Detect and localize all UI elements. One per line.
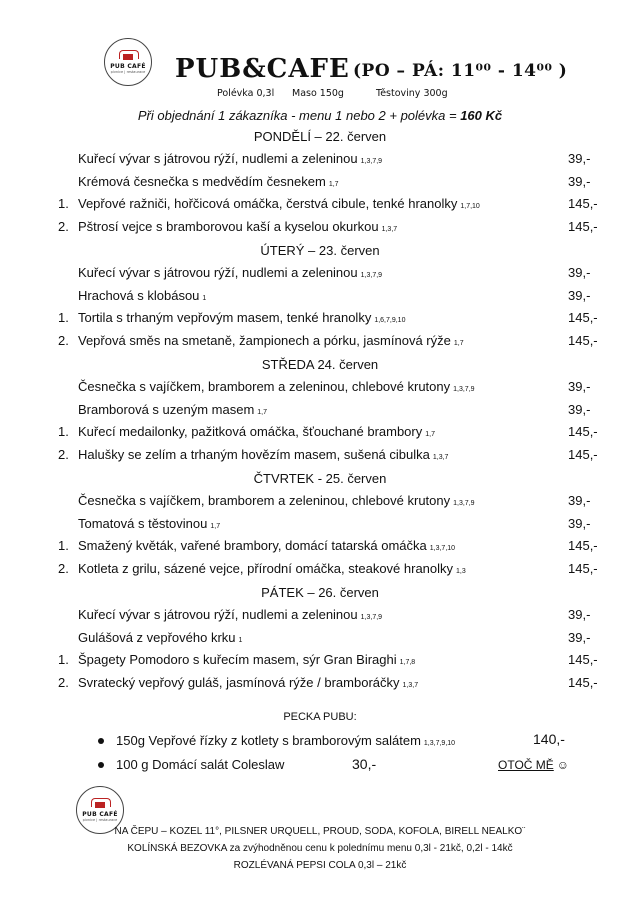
menu-item-name-wrap: [78, 675, 418, 690]
menu-item-number: 1.: [58, 538, 69, 553]
menu-item-price: 39,-: [568, 265, 591, 280]
pecka-item-1-allergens: 1,3,7,9,10: [423, 740, 456, 747]
menu-item-price: 39,-: [568, 173, 591, 189]
logo-subtext: pivnice | restaurace: [82, 818, 118, 822]
pub-cafe-logo: [104, 38, 152, 86]
menu-item: [0, 151, 640, 173]
menu-item: [0, 675, 640, 697]
menu-item-allergens: 1,7,10: [460, 203, 480, 210]
footer-line-3: ROZLÉVANÁ PEPSI COLA 0,3l – 21kč: [233, 860, 407, 871]
footer-line-1: NA ČEPU – KOZEL 11°, PILSNER URQUELL, PROUD, SODA, KOFOLA, BIRELL NEALKO¨: [114, 826, 526, 837]
menu-item-name: Gulášová z vepřového krku: [78, 629, 236, 645]
menu-item-name-wrap: [78, 424, 435, 439]
menu-item-price: 145,-: [568, 446, 598, 462]
menu-item: [0, 402, 640, 424]
day-title: STŘEDA 24. červen: [261, 357, 379, 372]
menu-item-price: 39,-: [568, 151, 591, 166]
offer-text: Při objednání 1 zákazníka - menu 1 nebo 2 + polévka =: [137, 108, 461, 123]
menu-item-allergens: 1,3: [456, 567, 466, 575]
menu-item-name: Bramborová s uzeným masem: [78, 401, 255, 417]
menu-item-name: Halušky se zelím a trhaným hovězím masem, sušená cibulka: [78, 446, 430, 462]
menu-item-allergens: 1,7: [328, 180, 339, 188]
menu-item-name-wrap: [78, 174, 339, 189]
logo-text: PUB CAFÉ: [110, 63, 146, 70]
menu-item-price: 39,-: [568, 379, 591, 394]
menu-item-name-wrap: [78, 538, 455, 553]
turn-over-text: OTOČ MĚ: [498, 758, 554, 772]
turn-over-note: [498, 758, 569, 772]
menu-item-price: 145,-: [568, 538, 598, 553]
menu-item-name: Tomatová s těstovinou: [78, 515, 208, 531]
menu-item-name-wrap: [78, 493, 475, 508]
menu-item-allergens: 1,3,7,9: [360, 158, 383, 165]
menu-item-name-wrap: [78, 333, 464, 348]
menu-item-price: 145,-: [568, 310, 598, 325]
menu-item-allergens: 1: [238, 636, 243, 644]
pecka-item-1-price: 140,-: [533, 731, 565, 747]
menu-item-name-wrap: [78, 310, 405, 325]
bullet-icon: [98, 738, 104, 744]
menu-item-name: Hrachová s klobásou: [78, 287, 200, 303]
menu-item: [0, 288, 640, 310]
menu-item-allergens: 1,3,7,9: [360, 614, 383, 621]
footer-line-2: KOLÍNSKÁ BEZOVKA za zvýhodněnou cenu k polednímu menu 0,3l - 21kč, 0,2l - 14kč: [127, 843, 513, 854]
smile-icon: ☺: [556, 758, 570, 772]
menu-item-allergens: 1: [202, 294, 207, 302]
menu-item-name-wrap: [78, 379, 475, 394]
menu-item-name-wrap: [78, 561, 466, 576]
menu-item-name-wrap: [78, 288, 206, 303]
menu-item: [0, 219, 640, 241]
menu-item-price: 145,-: [568, 652, 598, 667]
menu-item: [0, 196, 640, 218]
title-row: [175, 54, 575, 88]
menu-item-number: 2.: [58, 674, 69, 690]
menu-item-number: 2.: [58, 560, 69, 576]
logo-roof-icon: [89, 798, 111, 810]
menu-item-name: Pštrosí vejce s bramborovou kaší a kyselou okurkou: [78, 218, 379, 234]
menu-item-name: Česnečka s vajíčkem, bramborem a zeleninou, chlebové krutony: [78, 493, 451, 508]
day-title: PÁTEK – 26. červen: [261, 585, 379, 600]
menu-item-name-wrap: [78, 196, 480, 211]
pecka-item-1: [116, 733, 455, 748]
menu-item-name: Tortila s trhaným vepřovým masem, tenké hranolky: [78, 310, 372, 325]
menu-item-name: Krémová česnečka s medvědím česnekem: [78, 173, 326, 189]
menu-item: [0, 493, 640, 515]
menu-item: [0, 538, 640, 560]
pasta-size: Těstoviny 300g: [376, 88, 448, 99]
menu-item-price: 39,-: [568, 401, 591, 417]
menu-item: [0, 652, 640, 674]
pecka-item-1-name: 150g Vepřové řízky z kotlety s bramborovým salátem: [116, 733, 421, 748]
menu-item-name: Smažený květák, vařené brambory, domácí tatarská omáčka: [78, 538, 427, 553]
day-title: ČTVRTEK - 25. červen: [253, 471, 387, 486]
menu-offer: [0, 108, 640, 123]
menu-item-name-wrap: [78, 447, 448, 462]
menu-item-name-wrap: [78, 265, 382, 280]
menu-item-price: 39,-: [568, 515, 591, 531]
menu-item-name-wrap: [78, 630, 242, 645]
menu-item-price: 145,-: [568, 560, 598, 576]
menu-item-allergens: 1,3,7,9: [453, 386, 475, 393]
menu-item-number: 1.: [58, 196, 69, 211]
menu-item: [0, 333, 640, 355]
menu-item-name: Kuřecí vývar s játrovou rýží, nudlemi a zeleninou: [78, 607, 358, 622]
menu-item: [0, 310, 640, 332]
menu-item-allergens: 1,7: [210, 522, 221, 530]
menu-item: [0, 516, 640, 538]
logo-subtext: pivnice | restaurace: [110, 70, 146, 74]
logo-roof-icon: [117, 50, 139, 62]
menu-item: [0, 265, 640, 287]
menu-item-allergens: 1,3,7: [432, 453, 449, 461]
soup-size: Polévka 0,3l: [217, 88, 275, 99]
menu-item-price: 39,-: [568, 493, 591, 508]
menu-item-allergens: 1,3,7: [402, 681, 419, 689]
opening-hours: (PO – PÁ: 11⁰⁰ - 14⁰⁰ ): [353, 61, 568, 81]
menu-item: [0, 379, 640, 401]
pecka-heading: PECKA PUBU:: [283, 711, 357, 723]
menu-item-number: 1.: [58, 652, 69, 667]
menu-item-allergens: 1,7,8: [399, 659, 416, 666]
menu-item-number: 1.: [58, 310, 69, 325]
menu-item-number: 1.: [58, 424, 69, 439]
menu-item: [0, 630, 640, 652]
menu-item-allergens: 1,3,7: [381, 225, 398, 233]
logo-text: PUB CAFÉ: [82, 811, 118, 818]
menu-item-allergens: 1,7: [425, 431, 435, 438]
offer-price: 160 Kč: [460, 108, 503, 123]
menu-item: [0, 424, 640, 446]
menu-item-price: 39,-: [568, 287, 591, 303]
menu-item-allergens: 1,3,7,9: [453, 500, 475, 507]
menu-item-price: 39,-: [568, 607, 591, 622]
menu-item-price: 39,-: [568, 629, 591, 645]
menu-item-name-wrap: [78, 219, 397, 234]
menu-item-allergens: 1,3,7,10: [429, 545, 456, 552]
menu-item-name: Kuřecí vývar s játrovou rýží, nudlemi a zeleninou: [78, 265, 358, 280]
meat-size: Maso 150g: [292, 88, 344, 99]
menu-item-name: Vepřová směs na smetaně, žampionech a pórku, jasmínová rýže: [78, 332, 451, 348]
menu-item-name: Svratecký vepřový guláš, jasmínová rýže / bramboráčky: [78, 674, 400, 690]
menu-item-name-wrap: [78, 607, 382, 622]
menu-item-name-wrap: [78, 151, 382, 166]
menu-item-name: Vepřové ražniči, hořčicová omáčka, čerstvá cibule, tenké hranolky: [78, 196, 458, 211]
menu-item-number: 2.: [58, 218, 69, 234]
pecka-item-2: [116, 757, 284, 772]
menu-item-name: Kuřecí medailonky, pažitková omáčka, šťouchané brambory: [78, 424, 423, 439]
menu-item: [0, 607, 640, 629]
menu-item: [0, 561, 640, 583]
menu-item-name: Kotleta z grilu, sázené vejce, přírodní omáčka, steakové hranolky: [78, 560, 454, 576]
menu-item-allergens: 1,7: [257, 408, 268, 416]
menu-item-name-wrap: [78, 402, 267, 417]
menu-item-name: Česnečka s vajíčkem, bramborem a zeleninou, chlebové krutony: [78, 379, 451, 394]
menu-item-allergens: 1,6,7,9,10: [374, 317, 406, 324]
menu-item-price: 145,-: [568, 424, 598, 439]
menu-item-price: 145,-: [568, 674, 598, 690]
bullet-icon: [98, 762, 104, 768]
menu-item: [0, 174, 640, 196]
menu-item-allergens: 1,3,7,9: [360, 272, 383, 279]
menu-item-price: 145,-: [568, 196, 598, 211]
menu-item-price: 145,-: [568, 218, 598, 234]
day-title: PONDĚLÍ – 22. červen: [253, 129, 387, 144]
menu-item-number: 2.: [58, 446, 69, 462]
menu-item-name: Špagety Pomodoro s kuřecím masem, sýr Gran Biraghi: [78, 652, 397, 667]
menu-item-name-wrap: [78, 516, 220, 531]
page-title: PUB&CAFE: [175, 54, 350, 84]
day-title: ÚTERÝ – 23. červen: [260, 243, 380, 258]
menu-item-name: Kuřecí vývar s játrovou rýží, nudlemi a zeleninou: [78, 151, 358, 166]
menu-item: [0, 447, 640, 469]
menu-item-allergens: 1,7: [453, 339, 464, 347]
menu-item-name-wrap: [78, 652, 415, 667]
menu-item-price: 145,-: [568, 332, 598, 348]
menu-item-number: 2.: [58, 332, 69, 348]
pecka-item-2-price: 30,-: [352, 756, 377, 772]
pecka-item-2-name: 100 g Domácí salát Coleslaw: [116, 757, 285, 772]
